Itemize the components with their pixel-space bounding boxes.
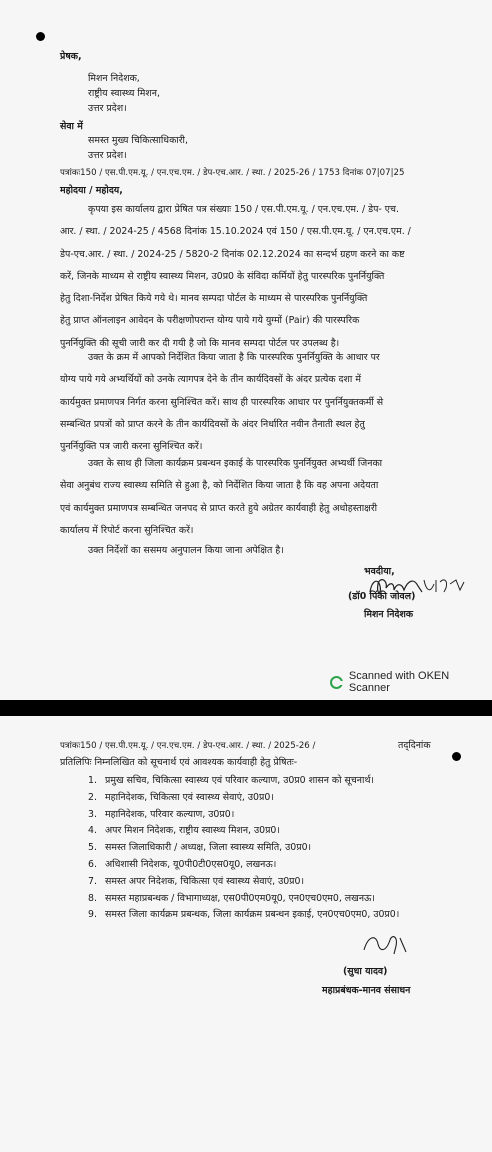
cc-item-number: 4. [88,825,97,837]
cc-list-item [88,857,399,874]
signature-image [356,930,416,958]
cc-item-text: समस्त जिला कार्यक्रम प्रबन्धक, जिला कार्यक्रम प्रबन्धन इकाई, एन0एच0एम0, उ0प्र0। [105,909,400,921]
cc-list-item [88,790,399,807]
same-date-label: तद्‌दिनांक [398,740,431,751]
paragraph-2-line: कार्यमुक्त प्रमाणपत्र निर्गत करना सुनिश्चित करें। साथ ही पारस्परिक आधार पर पुनर्नियुक्तकर्मी से [60,396,384,408]
signatory-title: मिशन निदेशक [364,609,414,620]
reference-line: पत्रांकः150 / एस.पी.एम.यू. / एन.एच.एम. / डेप-एच.आर. / स्था. / 2025-26 / 1753 दिनांक 07|07|25 [60,168,405,178]
copy-reference-line: पत्रांकः150 / एस.पी.एम.यू. / एन.एच.एम. / डेप-एच.आर. / स्था. / 2025-26 / [60,741,316,751]
cc-item-number: 6. [88,858,97,870]
paragraph-2-line: पुनर्नियुक्ति पत्र जारी करना सुनिश्चित करें। [60,441,203,453]
scanner-watermark-text: Scanned with OKEN Scanner [348,670,450,694]
paragraph-1-line: हेतु प्राप्त ऑनलाइन आवेदन के परीक्षणोपरान्त योग्य पाये गये युग्मों (Pair) की पारस्परिक [60,315,360,327]
copy-intro: प्रतिलिपिः निम्नलिखित को सूचनार्थ एवं आवश्यक कार्यवाही हेतु प्रेषितः- [60,757,298,768]
cc-item-text: अधिशासी निदेशक, यू0पी0टी0एस0यू0, लखनऊ। [105,858,277,870]
paragraph-1-line: पुनर्नियुक्ति की सूची जारी कर दी गयी है जो कि मानव सम्पदा पोर्टल पर उपलब्ध है। [60,337,340,349]
cc-item-text: अपर मिशन निदेशक, राष्ट्रीय स्वास्थ्य मिशन, उ0प्र0। [105,825,280,837]
paragraph-1-line: आर. / स्था. / 2024-25 / 4568 दिनांक 15.10.2024 एवं 150 / एस.पी.एम.यू. / एन.एच.एम. / [60,226,411,238]
recipient-line-2: उत्तर प्रदेश। [88,150,127,161]
paragraph-2-line: सम्बन्धित प्रपत्रों को प्राप्त करने के तीन कार्यदिवसों के अंदर निर्धारित नवीन तैनाती स्थल हेतु [60,418,365,430]
sender-line-1: मिशन निदेशक, [88,73,140,84]
cc-item-number: 8. [88,892,97,904]
recipient-label: सेवा में [60,121,83,132]
paragraph-3-line: उक्त के साथ ही जिला कार्यक्रम प्रबन्धन इकाई के पारस्परिक पुनर्नियुक्त अभ्यर्थी जिनका [88,458,383,469]
paragraph-2-line: योग्य पाये गये अभ्यर्थियों को उनके त्यागपत्र देने के तीन कार्यदिवसों के अंदर प्रत्येक दशा में [60,374,361,386]
cc-list-item [88,891,399,908]
cc-item-number: 7. [88,875,97,887]
cc-item-number: 3. [88,808,97,820]
cc-list-item [88,823,399,840]
copy-signatory-name: (सुधा यादव) [343,966,388,977]
cc-item-number: 9. [88,909,97,921]
cc-item-text: समस्त महाप्रबन्धक / विभागाध्यक्ष, एस0पी0एम0यू0, एन0एच0एम0, लखनऊ। [105,892,375,904]
cc-item-text: महानिदेशक, चिकित्सा एवं स्वास्थ्य सेवाएं, उ0प्र0। [105,791,274,803]
paragraph-1 [60,199,438,355]
scanner-logo-icon [330,676,343,689]
recipient-line-1: समस्त मुख्य चिकित्साधिकारी, [88,135,188,146]
cc-item-text: समस्त जिलाधिकारी / अध्यक्ष, जिला स्वास्थ्य समिति, उ0प्र0। [105,842,312,854]
cc-list-item [88,874,399,891]
cc-list [88,773,399,924]
sender-label: प्रेषक, [60,51,82,62]
cc-item-text: महानिदेशक, परिवार कल्याण, उ0प्र0। [105,808,235,820]
paragraph-4: उक्त निर्देशों का ससमय अनुपालन किया जाना अपेक्षित है। [88,545,284,556]
scanner-watermark [330,670,492,694]
cc-list-item [88,840,399,857]
signatory-name: (डॉ0 पिंकी जोवल) [348,591,416,602]
cc-item-number: 2. [88,791,97,803]
cc-item-number: 5. [88,842,97,854]
cc-item-number: 1. [88,775,97,786]
paragraph-1-line: हेतु दिशा-निर्देश प्रेषित किये गये थे। मानव सम्पदा पोर्टल के माध्यम से पारस्परिक पुनर्नियुक्ति [60,293,368,305]
paragraph-3-line: कार्यालय में रिपोर्ट करना सुनिश्चित करें। [60,524,194,536]
copy-signatory-title: महाप्रबंधक-मानव संसाधन [322,985,411,996]
cc-list-item [88,807,399,824]
paragraph-1-line: डेप-एच.आर. / स्था. / 2024-25 / 5820-2 दिनांक 02.12.2024 का सन्दर्भ ग्रहण करने का कष्ट [60,248,405,260]
cc-list-item [88,773,399,790]
sender-line-3: उत्तर प्रदेश। [88,103,127,114]
salutation: महोदया / महोदय, [60,185,123,196]
cc-item-text: समस्त अपर निदेशक, चिकित्सा एवं स्वास्थ्य सेवाएं, उ0प्र0। [105,875,305,887]
scan-dot [36,32,45,41]
paragraph-3 [60,453,438,542]
paragraph-2-line: उक्त के क्रम में आपको निर्देशित किया जाता है कि पारस्परिक पुनर्नियुक्ति के आधार पर [88,352,380,363]
closing: भवदीया, [364,566,395,577]
paragraph-2 [60,347,438,458]
cc-list-item [88,907,399,924]
sender-line-2: राष्ट्रीय स्वास्थ्य मिशन, [88,88,160,99]
paragraph-1-line: कृपया इस कार्यालय द्वारा प्रेषित पत्र संख्याः 150 / एस.पी.एम.यू. / एन.एच.एम. / डेप- एच. [88,204,399,215]
scan-dot [452,752,461,761]
paragraph-3-line: एवं कार्यमुक्त प्रमाणपत्र सम्बन्धित जनपद से प्राप्त करते हुये अग्रेतर कार्यवाही हेतु अधोहस्ताक्षरी [60,502,378,514]
paragraph-3-line: सेवा अनुबंध राज्य स्वास्थ्य समिति से हुआ है, को निर्देशित किया जाता है कि वह अपना अदेयता [60,480,379,492]
cc-item-text: प्रमुख सचिव, चिकित्सा स्वास्थ्य एवं परिवार कल्याण, उ0प्र0 शासन को सूचनार्थ। [105,775,374,786]
paragraph-1-line: करें, जिनके माध्यम से राष्ट्रीय स्वास्थ्य मिशन, उ0प्र0 के संविदा कर्मियों हेतु पारस्परिक पुनर्नियुक्ति [60,270,385,282]
